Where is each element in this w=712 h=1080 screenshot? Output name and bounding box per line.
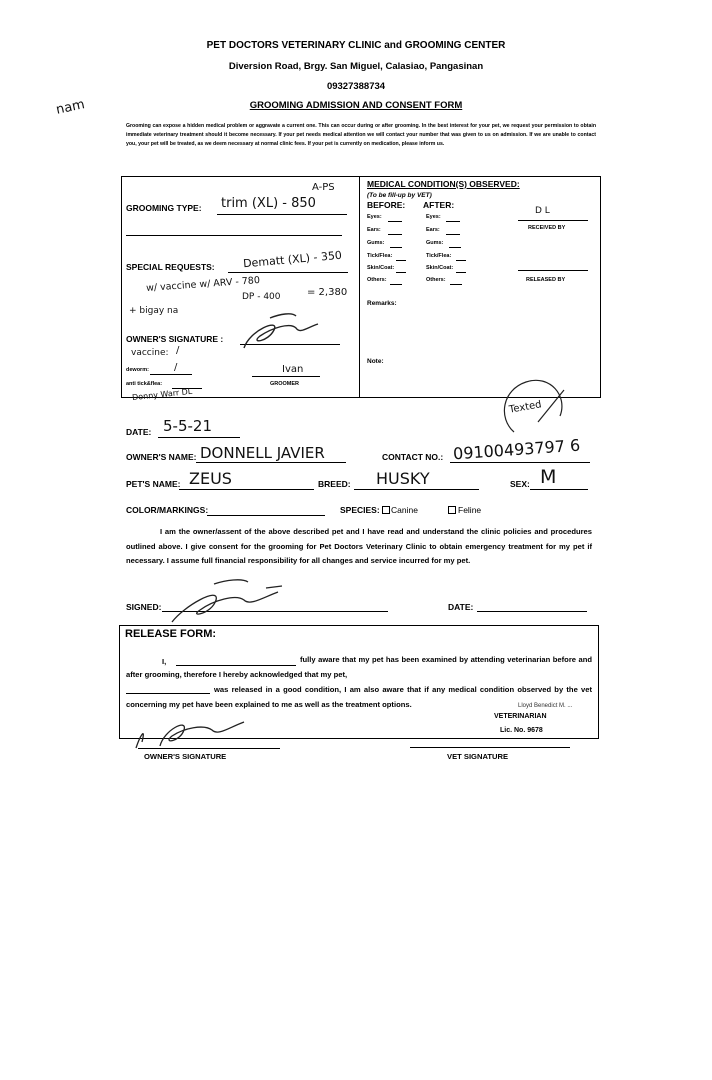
special-note-3: + bigay na [129, 306, 179, 316]
release-vet-sig-line [410, 747, 570, 748]
species-feline-checkbox[interactable] [448, 506, 456, 514]
owner-signature-scribble [240, 310, 330, 354]
date-label: DATE: [126, 427, 152, 437]
contact-value: 09100493797 6 [452, 435, 581, 464]
clinic-address: Diversion Road, Brgy. San Miguel, Calasiao, Pangasinan [228, 61, 484, 72]
release-owner-sig-line [138, 748, 280, 749]
consent-text: I am the owner/assent of the above described pet and I have read and understand the clinic policies and procedures outlined above. I give consent for the grooming for Pet Doctors Veterinary Clinic to obtain emergency treatment for my pet if necessary. I assume full financial responsibility for all changes and service incurred for my pet. [126, 527, 592, 565]
groomer-value: Ivan [282, 364, 304, 375]
before-tick: Tick/Flea: [367, 253, 393, 259]
remarks-label: Remarks: [367, 300, 397, 307]
after-gums: Gums: [426, 240, 444, 246]
species-canine-label: Canine [391, 505, 418, 515]
signed-date-line [477, 611, 587, 612]
grooming-type-value: trim (XL) - 850 [221, 196, 316, 211]
grooming-note-top: A-PS [312, 182, 335, 193]
date-line [158, 437, 240, 438]
after-ears: Ears: [426, 227, 440, 233]
owner-name-label: OWNER'S NAME: [126, 452, 197, 462]
release-owner-signature-scribble [132, 712, 252, 752]
after-tick: Tick/Flea: [426, 253, 452, 259]
groomer-line [252, 376, 320, 377]
bottom-cutoff-note: Donny Warr DL [131, 386, 193, 403]
form-title: GROOMING ADMISSION AND CONSENT FORM [249, 100, 463, 111]
special-requests-value: Dematt (XL) - 350 [242, 248, 343, 271]
before-others: Others: [367, 277, 387, 283]
signed-date-label: DATE: [448, 602, 474, 612]
pet-name-label: PET'S NAME: [126, 479, 181, 489]
texted-note: Texted [508, 399, 543, 416]
before-skin: Skin/Coat: [367, 265, 395, 271]
vaccine-label: vaccine: [131, 348, 169, 358]
vet-name: Lloyd Benedict M. ... [518, 703, 573, 709]
release-p1b: fully aware that my pet has been examined by attending veterinarian before and after grooming, therefore I hereby acknowledged that my pet, [126, 655, 592, 679]
before-gums: Gums: [367, 240, 385, 246]
pet-name-line [179, 489, 314, 490]
signed-label: SIGNED: [126, 602, 162, 612]
sex-value: M [540, 466, 557, 488]
species-canine-checkbox[interactable] [382, 506, 390, 514]
date-value: 5-5-21 [163, 417, 212, 435]
release-p1c: was released in a good condition, I am also aware that if any medical condition observed by the vet concerning my pet have been explained to me as well as the treatment options. [126, 685, 592, 709]
vet-title: VETERINARIAN [494, 713, 547, 720]
deworm-value: / [174, 362, 178, 373]
pet-name-value: ZEUS [189, 469, 232, 488]
special-requests-label: SPECIAL REQUESTS: [126, 262, 215, 272]
medical-subtitle: (To be fill-up by VET) [367, 192, 432, 199]
owner-signature-label: OWNER'S SIGNATURE : [126, 334, 224, 344]
received-by-line [518, 220, 588, 221]
after-label: AFTER: [423, 200, 455, 210]
color-line [207, 515, 325, 516]
before-label: BEFORE: [367, 200, 406, 210]
before-ears: Ears: [367, 227, 381, 233]
sex-line [530, 489, 588, 490]
before-eyes: Eyes: [367, 214, 382, 220]
after-skin: Skin/Coat: [426, 265, 454, 271]
release-vet-sig-label: VET SIGNATURE [447, 752, 509, 761]
grooming-type-label: GROOMING TYPE: [126, 203, 202, 213]
breed-label: BREED: [318, 479, 351, 489]
received-by-value: D L [535, 206, 550, 216]
grooming-type-line-2 [126, 235, 342, 236]
owner-name-line [196, 462, 346, 463]
deworm-label: deworm: [126, 367, 149, 373]
special-note-1: w/ vaccine w/ ARV - 780 [145, 275, 261, 294]
contact-label: CONTACT NO.: [382, 452, 444, 462]
received-by-label: RECEIVED BY [528, 225, 566, 231]
grooming-type-line [217, 214, 347, 215]
sex-label: SEX: [510, 479, 530, 489]
special-note-total: = 2,380 [307, 287, 348, 298]
vet-license: Lic. No. 9678 [500, 727, 543, 734]
vaccine-value: / [176, 345, 180, 356]
release-i: I, [162, 657, 167, 666]
medical-title: MEDICAL CONDITION(S) OBSERVED: [367, 179, 520, 189]
groomer-label: GROOMER [270, 381, 300, 387]
after-others: Others: [426, 277, 446, 283]
breed-value: HUSKY [376, 469, 430, 488]
release-title: RELEASE FORM: [125, 628, 217, 640]
signed-signature-scribble [170, 578, 300, 628]
clinic-name: PET DOCTORS VETERINARY CLINIC and GROOMING CENTER [206, 40, 506, 51]
released-by-label: RELEASED BY [526, 277, 566, 283]
special-note-2: DP - 400 [242, 292, 281, 302]
margin-note: nam [54, 97, 87, 118]
note-label: Note: [367, 358, 384, 365]
deworm-line [150, 374, 192, 375]
release-owner-sig-label: OWNER'S SIGNATURE [144, 752, 227, 761]
special-requests-line [228, 272, 348, 273]
intro-text: Grooming can expose a hidden medical problem or aggravate a current one. This can occur during or after grooming. In the best interest for your pet, we request your permission to obtain immediate veterinary treatment should it become necessary. If your pet needs medical attention we will contact your number that was given to us on admission. If we are unable to contact you, your pet will be treated, as we deem necessary at normal clinic fees. If your pet is currently on medication, please inform us. [126, 123, 596, 147]
owner-name-value: DONNELL JAVIER [200, 444, 325, 462]
clinic-phone: 09327388734 [326, 81, 386, 92]
breed-line [354, 489, 479, 490]
species-feline-label: Feline [458, 505, 482, 515]
released-by-line [518, 270, 588, 271]
after-eyes: Eyes: [426, 214, 441, 220]
species-label: SPECIES: [340, 505, 380, 515]
anti-tick-label: anti tick&flea: [126, 381, 163, 387]
box-divider [359, 176, 360, 397]
color-label: COLOR/MARKINGS: [126, 505, 209, 515]
